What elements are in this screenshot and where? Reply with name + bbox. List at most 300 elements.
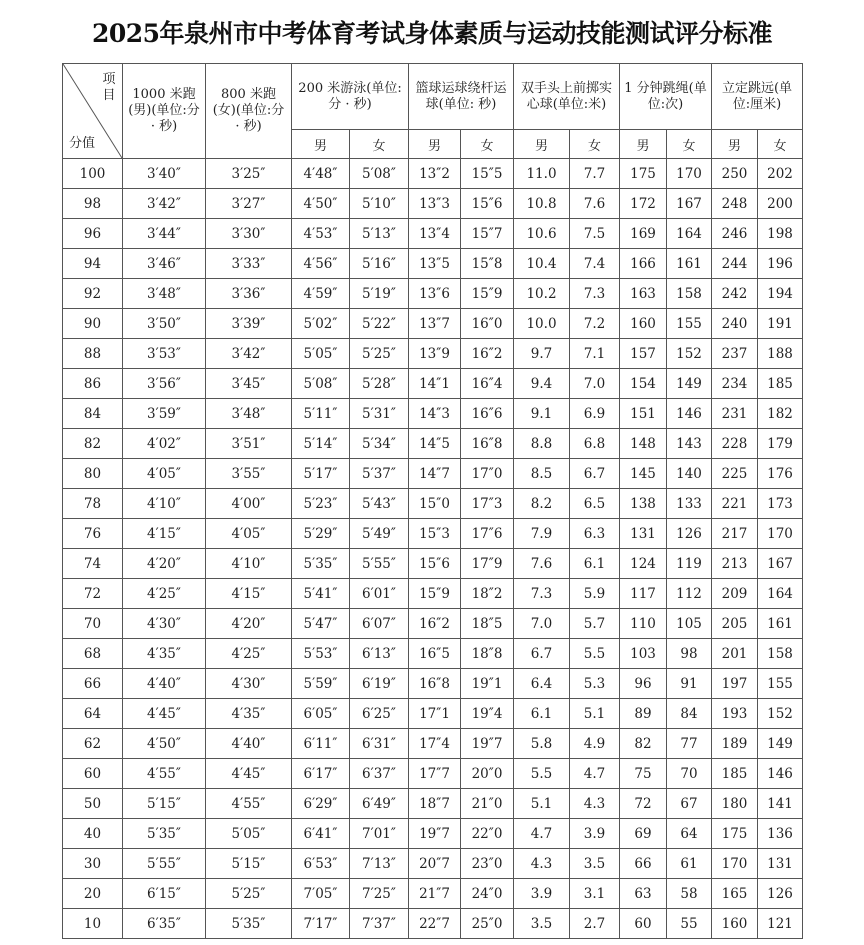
- cell-swim-female: 5′13″: [350, 219, 409, 249]
- table-row: [63, 219, 803, 249]
- table-row: [63, 699, 803, 729]
- cell-basketball-male: 14″5: [409, 429, 461, 459]
- cell-jump-female: 170: [758, 519, 803, 549]
- cell-basketball-male: 15″3: [409, 519, 461, 549]
- cell-score: 86: [63, 369, 123, 399]
- cell-jump-male: 209: [712, 579, 758, 609]
- cell-rope-male: 69: [620, 819, 667, 849]
- cell-ball-female: 7.4: [570, 249, 620, 279]
- cell-run-1000m: 5′15″: [123, 789, 206, 819]
- cell-ball-female: 6.3: [570, 519, 620, 549]
- cell-run-800m: 4′30″: [206, 669, 292, 699]
- cell-ball-male: 9.1: [514, 399, 570, 429]
- cell-jump-male: 228: [712, 429, 758, 459]
- cell-jump-female: 146: [758, 759, 803, 789]
- table-row: [63, 159, 803, 189]
- cell-rope-female: 64: [667, 819, 712, 849]
- cell-swim-female: 6′19″: [350, 669, 409, 699]
- cell-basketball-female: 20″0: [461, 759, 514, 789]
- cell-run-800m: 5′15″: [206, 849, 292, 879]
- cell-basketball-female: 22″0: [461, 819, 514, 849]
- cell-ball-male: 8.2: [514, 489, 570, 519]
- header-rope-skip-label: 1 分钟跳绳(单位:次): [624, 80, 707, 112]
- cell-swim-female: 6′25″: [350, 699, 409, 729]
- cell-jump-male: 225: [712, 459, 758, 489]
- cell-ball-male: 6.1: [514, 699, 570, 729]
- header-row: [63, 64, 803, 130]
- header-swim-male: 男: [292, 130, 350, 159]
- cell-score: 64: [63, 699, 123, 729]
- header-1000m-label: 1000 米跑(男)(单位:分 · 秒): [128, 87, 200, 134]
- cell-jump-male: 246: [712, 219, 758, 249]
- cell-swim-female: 5′31″: [350, 399, 409, 429]
- cell-basketball-male: 14″3: [409, 399, 461, 429]
- cell-ball-male: 5.8: [514, 729, 570, 759]
- cell-rope-male: 63: [620, 879, 667, 909]
- cell-basketball-male: 13″7: [409, 309, 461, 339]
- page-title: 2025年泉州市中考体育考试身体素质与运动技能测试评分标准: [91, 19, 773, 48]
- header-800m-label: 800 米跑(女)(单位:分 · 秒): [212, 87, 285, 134]
- cell-ball-female: 7.5: [570, 219, 620, 249]
- table-row: [63, 579, 803, 609]
- header-ball-throw-label: 双手头上前掷实心球(单位:米): [520, 80, 612, 112]
- cell-ball-female: 2.7: [570, 909, 620, 939]
- cell-basketball-female: 17″9: [461, 549, 514, 579]
- table-row: [63, 849, 803, 879]
- cell-swim-male: 5′59″: [292, 669, 350, 699]
- cell-swim-female: 6′37″: [350, 759, 409, 789]
- cell-rope-female: 164: [667, 219, 712, 249]
- cell-swim-male: 4′50″: [292, 189, 350, 219]
- header-ball-female: 女: [570, 130, 620, 159]
- cell-jump-female: 194: [758, 279, 803, 309]
- cell-run-1000m: 3′50″: [123, 309, 206, 339]
- cell-basketball-female: 15″5: [461, 159, 514, 189]
- table-row: [63, 759, 803, 789]
- cell-score: 90: [63, 309, 123, 339]
- cell-swim-female: 6′31″: [350, 729, 409, 759]
- cell-basketball-female: 18″8: [461, 639, 514, 669]
- cell-basketball-male: 15″6: [409, 549, 461, 579]
- cell-run-1000m: 4′35″: [123, 639, 206, 669]
- cell-rope-male: 124: [620, 549, 667, 579]
- cell-ball-male: 8.5: [514, 459, 570, 489]
- cell-rope-female: 61: [667, 849, 712, 879]
- cell-jump-female: 185: [758, 369, 803, 399]
- cell-score: 80: [63, 459, 123, 489]
- cell-basketball-female: 15″9: [461, 279, 514, 309]
- cell-run-800m: 3′27″: [206, 189, 292, 219]
- cell-score: 30: [63, 849, 123, 879]
- cell-rope-male: 145: [620, 459, 667, 489]
- table-row: [63, 789, 803, 819]
- cell-jump-male: 250: [712, 159, 758, 189]
- cell-rope-female: 58: [667, 879, 712, 909]
- cell-run-1000m: 4′30″: [123, 609, 206, 639]
- cell-swim-female: 7′37″: [350, 909, 409, 939]
- cell-rope-female: 170: [667, 159, 712, 189]
- cell-swim-male: 7′17″: [292, 909, 350, 939]
- cell-rope-male: 89: [620, 699, 667, 729]
- cell-ball-female: 7.7: [570, 159, 620, 189]
- cell-jump-male: 170: [712, 849, 758, 879]
- cell-ball-male: 9.7: [514, 339, 570, 369]
- cell-jump-male: 193: [712, 699, 758, 729]
- cell-rope-female: 67: [667, 789, 712, 819]
- cell-score: 88: [63, 339, 123, 369]
- cell-basketball-male: 16″8: [409, 669, 461, 699]
- cell-rope-female: 105: [667, 609, 712, 639]
- cell-jump-female: 149: [758, 729, 803, 759]
- cell-jump-female: 188: [758, 339, 803, 369]
- cell-run-1000m: 4′10″: [123, 489, 206, 519]
- cell-run-800m: 4′00″: [206, 489, 292, 519]
- cell-ball-female: 7.1: [570, 339, 620, 369]
- cell-rope-male: 138: [620, 489, 667, 519]
- header-1000m: [123, 64, 206, 159]
- header-ball-male: 男: [514, 130, 570, 159]
- cell-rope-male: 110: [620, 609, 667, 639]
- cell-ball-female: 4.9: [570, 729, 620, 759]
- cell-basketball-female: 21″0: [461, 789, 514, 819]
- cell-jump-male: 217: [712, 519, 758, 549]
- header-basketball-label: 篮球运球绕杆运球(单位: 秒): [415, 80, 507, 112]
- cell-run-1000m: 4′40″: [123, 669, 206, 699]
- cell-jump-male: 244: [712, 249, 758, 279]
- cell-rope-female: 55: [667, 909, 712, 939]
- table-row: [63, 549, 803, 579]
- cell-basketball-female: 17″0: [461, 459, 514, 489]
- cell-swim-female: 7′13″: [350, 849, 409, 879]
- cell-run-800m: 4′05″: [206, 519, 292, 549]
- cell-run-800m: 3′30″: [206, 219, 292, 249]
- cell-score: 62: [63, 729, 123, 759]
- cell-rope-male: 163: [620, 279, 667, 309]
- cell-rope-male: 72: [620, 789, 667, 819]
- cell-ball-male: 9.4: [514, 369, 570, 399]
- cell-rope-female: 146: [667, 399, 712, 429]
- header-swim-label: 200 米游泳(单位:分 · 秒): [298, 80, 402, 112]
- cell-rope-male: 172: [620, 189, 667, 219]
- cell-rope-female: 126: [667, 519, 712, 549]
- cell-swim-female: 5′55″: [350, 549, 409, 579]
- cell-jump-female: 155: [758, 669, 803, 699]
- cell-jump-female: 191: [758, 309, 803, 339]
- cell-rope-female: 155: [667, 309, 712, 339]
- cell-swim-female: 5′49″: [350, 519, 409, 549]
- cell-basketball-male: 13″6: [409, 279, 461, 309]
- cell-swim-female: 5′34″: [350, 429, 409, 459]
- cell-ball-female: 7.3: [570, 279, 620, 309]
- cell-ball-male: 10.6: [514, 219, 570, 249]
- cell-swim-male: 5′35″: [292, 549, 350, 579]
- cell-ball-male: 3.5: [514, 909, 570, 939]
- cell-rope-male: 175: [620, 159, 667, 189]
- cell-rope-male: 169: [620, 219, 667, 249]
- cell-ball-female: 4.7: [570, 759, 620, 789]
- cell-run-1000m: 3′53″: [123, 339, 206, 369]
- cell-score: 10: [63, 909, 123, 939]
- cell-ball-male: 10.8: [514, 189, 570, 219]
- cell-jump-female: 152: [758, 699, 803, 729]
- table-row: [63, 309, 803, 339]
- header-basketball-male: 男: [409, 130, 461, 159]
- cell-basketball-male: 13″4: [409, 219, 461, 249]
- cell-run-800m: 4′35″: [206, 699, 292, 729]
- table-row: [63, 369, 803, 399]
- cell-basketball-male: 17″7: [409, 759, 461, 789]
- cell-swim-female: 6′01″: [350, 579, 409, 609]
- cell-rope-female: 133: [667, 489, 712, 519]
- cell-basketball-male: 14″1: [409, 369, 461, 399]
- header-jump-male: 男: [712, 130, 758, 159]
- cell-swim-female: 7′01″: [350, 819, 409, 849]
- header-basketball-female: 女: [461, 130, 514, 159]
- cell-jump-male: 160: [712, 909, 758, 939]
- cell-rope-male: 75: [620, 759, 667, 789]
- cell-rope-male: 148: [620, 429, 667, 459]
- cell-run-1000m: 4′55″: [123, 759, 206, 789]
- cell-swim-female: 5′28″: [350, 369, 409, 399]
- cell-basketball-male: 15″9: [409, 579, 461, 609]
- cell-basketball-female: 16″6: [461, 399, 514, 429]
- cell-jump-male: 213: [712, 549, 758, 579]
- cell-basketball-male: 19″7: [409, 819, 461, 849]
- cell-basketball-male: 13″9: [409, 339, 461, 369]
- cell-basketball-female: 25″0: [461, 909, 514, 939]
- cell-ball-male: 8.8: [514, 429, 570, 459]
- cell-rope-male: 66: [620, 849, 667, 879]
- cell-ball-male: 6.7: [514, 639, 570, 669]
- cell-score: 92: [63, 279, 123, 309]
- cell-swim-male: 5′17″: [292, 459, 350, 489]
- cell-run-1000m: 3′59″: [123, 399, 206, 429]
- cell-jump-male: 197: [712, 669, 758, 699]
- table-row: [63, 189, 803, 219]
- cell-rope-male: 60: [620, 909, 667, 939]
- cell-swim-male: 4′56″: [292, 249, 350, 279]
- header-basketball: [409, 64, 514, 130]
- cell-score: 20: [63, 879, 123, 909]
- cell-basketball-male: 13″3: [409, 189, 461, 219]
- cell-ball-male: 5.1: [514, 789, 570, 819]
- table-row: [63, 399, 803, 429]
- header-jump-female: 女: [758, 130, 803, 159]
- cell-ball-male: 4.3: [514, 849, 570, 879]
- cell-score: 98: [63, 189, 123, 219]
- cell-score: 74: [63, 549, 123, 579]
- cell-rope-male: 166: [620, 249, 667, 279]
- cell-run-1000m: 4′25″: [123, 579, 206, 609]
- cell-rope-male: 151: [620, 399, 667, 429]
- cell-basketball-male: 21″7: [409, 879, 461, 909]
- cell-rope-female: 140: [667, 459, 712, 489]
- cell-run-800m: 3′48″: [206, 399, 292, 429]
- cell-swim-female: 5′25″: [350, 339, 409, 369]
- cell-ball-female: 5.5: [570, 639, 620, 669]
- cell-basketball-female: 15″8: [461, 249, 514, 279]
- cell-ball-female: 3.5: [570, 849, 620, 879]
- header-rope-skip: [620, 64, 712, 130]
- cell-jump-male: 248: [712, 189, 758, 219]
- cell-jump-female: 167: [758, 549, 803, 579]
- cell-basketball-female: 15″6: [461, 189, 514, 219]
- cell-jump-male: 221: [712, 489, 758, 519]
- cell-run-1000m: 3′42″: [123, 189, 206, 219]
- cell-swim-female: 6′49″: [350, 789, 409, 819]
- cell-swim-male: 5′02″: [292, 309, 350, 339]
- cell-rope-female: 77: [667, 729, 712, 759]
- table-row: [63, 609, 803, 639]
- cell-basketball-female: 24″0: [461, 879, 514, 909]
- cell-score: 66: [63, 669, 123, 699]
- cell-run-1000m: 6′15″: [123, 879, 206, 909]
- cell-score: 78: [63, 489, 123, 519]
- cell-rope-female: 149: [667, 369, 712, 399]
- cell-ball-female: 7.0: [570, 369, 620, 399]
- cell-jump-female: 164: [758, 579, 803, 609]
- cell-rope-female: 119: [667, 549, 712, 579]
- cell-ball-female: 5.9: [570, 579, 620, 609]
- header-rope-female: 女: [667, 130, 712, 159]
- cell-basketball-male: 13″5: [409, 249, 461, 279]
- cell-jump-male: 201: [712, 639, 758, 669]
- cell-swim-male: 5′05″: [292, 339, 350, 369]
- cell-swim-male: 6′17″: [292, 759, 350, 789]
- cell-swim-female: 5′43″: [350, 489, 409, 519]
- cell-swim-male: 5′29″: [292, 519, 350, 549]
- cell-run-800m: 4′15″: [206, 579, 292, 609]
- cell-ball-female: 3.1: [570, 879, 620, 909]
- cell-run-1000m: 4′45″: [123, 699, 206, 729]
- cell-rope-male: 82: [620, 729, 667, 759]
- cell-basketball-male: 18″7: [409, 789, 461, 819]
- cell-rope-female: 167: [667, 189, 712, 219]
- score-table-body: [63, 159, 803, 939]
- table-row: [63, 669, 803, 699]
- cell-rope-female: 98: [667, 639, 712, 669]
- cell-run-1000m: 3′56″: [123, 369, 206, 399]
- cell-run-800m: 4′55″: [206, 789, 292, 819]
- cell-swim-male: 5′11″: [292, 399, 350, 429]
- cell-ball-male: 7.9: [514, 519, 570, 549]
- cell-basketball-female: 16″4: [461, 369, 514, 399]
- cell-ball-male: 10.2: [514, 279, 570, 309]
- header-ball-throw: [514, 64, 620, 130]
- cell-run-800m: 3′51″: [206, 429, 292, 459]
- cell-jump-male: 189: [712, 729, 758, 759]
- cell-basketball-male: 20″7: [409, 849, 461, 879]
- cell-swim-female: 7′25″: [350, 879, 409, 909]
- cell-jump-female: 126: [758, 879, 803, 909]
- cell-run-1000m: 3′48″: [123, 279, 206, 309]
- cell-rope-female: 152: [667, 339, 712, 369]
- cell-ball-male: 10.0: [514, 309, 570, 339]
- cell-jump-male: 231: [712, 399, 758, 429]
- cell-ball-female: 6.5: [570, 489, 620, 519]
- cell-jump-female: 158: [758, 639, 803, 669]
- cell-basketball-male: 16″2: [409, 609, 461, 639]
- cell-ball-male: 7.0: [514, 609, 570, 639]
- table-row: [63, 489, 803, 519]
- cell-score: 72: [63, 579, 123, 609]
- cell-jump-male: 175: [712, 819, 758, 849]
- cell-basketball-male: 17″1: [409, 699, 461, 729]
- cell-run-1000m: 3′44″: [123, 219, 206, 249]
- cell-swim-male: 4′59″: [292, 279, 350, 309]
- cell-jump-male: 234: [712, 369, 758, 399]
- cell-score: 70: [63, 609, 123, 639]
- cell-run-1000m: 4′20″: [123, 549, 206, 579]
- cell-jump-female: 200: [758, 189, 803, 219]
- cell-swim-female: 5′08″: [350, 159, 409, 189]
- table-row: [63, 519, 803, 549]
- cell-run-800m: 3′55″: [206, 459, 292, 489]
- cell-basketball-female: 17″3: [461, 489, 514, 519]
- cell-basketball-male: 15″0: [409, 489, 461, 519]
- cell-basketball-female: 18″2: [461, 579, 514, 609]
- cell-basketball-male: 17″4: [409, 729, 461, 759]
- table-row: [63, 279, 803, 309]
- cell-jump-male: 205: [712, 609, 758, 639]
- cell-basketball-female: 15″7: [461, 219, 514, 249]
- cell-run-1000m: 4′15″: [123, 519, 206, 549]
- cell-rope-male: 103: [620, 639, 667, 669]
- header-swim: [292, 64, 409, 130]
- cell-run-800m: 4′20″: [206, 609, 292, 639]
- cell-ball-female: 5.3: [570, 669, 620, 699]
- cell-run-1000m: 4′05″: [123, 459, 206, 489]
- cell-rope-female: 112: [667, 579, 712, 609]
- cell-run-800m: 3′33″: [206, 249, 292, 279]
- cell-run-1000m: 6′35″: [123, 909, 206, 939]
- cell-run-800m: 4′45″: [206, 759, 292, 789]
- cell-score: 94: [63, 249, 123, 279]
- cell-jump-female: 131: [758, 849, 803, 879]
- cell-swim-male: 6′11″: [292, 729, 350, 759]
- header-long-jump-label: 立定跳远(单位:厘米): [721, 80, 793, 112]
- table-row: [63, 909, 803, 939]
- cell-jump-male: 165: [712, 879, 758, 909]
- cell-swim-female: 6′07″: [350, 609, 409, 639]
- cell-basketball-female: 16″0: [461, 309, 514, 339]
- table-row: [63, 459, 803, 489]
- table-row: [63, 429, 803, 459]
- cell-swim-female: 5′16″: [350, 249, 409, 279]
- cell-run-800m: 4′40″: [206, 729, 292, 759]
- cell-rope-female: 158: [667, 279, 712, 309]
- cell-score: 84: [63, 399, 123, 429]
- cell-swim-male: 6′53″: [292, 849, 350, 879]
- cell-jump-male: 242: [712, 279, 758, 309]
- cell-run-800m: 4′25″: [206, 639, 292, 669]
- cell-ball-female: 4.3: [570, 789, 620, 819]
- cell-score: 82: [63, 429, 123, 459]
- cell-run-800m: 3′45″: [206, 369, 292, 399]
- cell-jump-female: 173: [758, 489, 803, 519]
- cell-swim-male: 7′05″: [292, 879, 350, 909]
- table-row: [63, 819, 803, 849]
- cell-ball-male: 10.4: [514, 249, 570, 279]
- cell-jump-male: 240: [712, 309, 758, 339]
- cell-run-800m: 5′25″: [206, 879, 292, 909]
- cell-basketball-male: 14″7: [409, 459, 461, 489]
- cell-rope-male: 154: [620, 369, 667, 399]
- cell-jump-male: 185: [712, 759, 758, 789]
- cell-rope-male: 131: [620, 519, 667, 549]
- cell-ball-male: 11.0: [514, 159, 570, 189]
- cell-score: 96: [63, 219, 123, 249]
